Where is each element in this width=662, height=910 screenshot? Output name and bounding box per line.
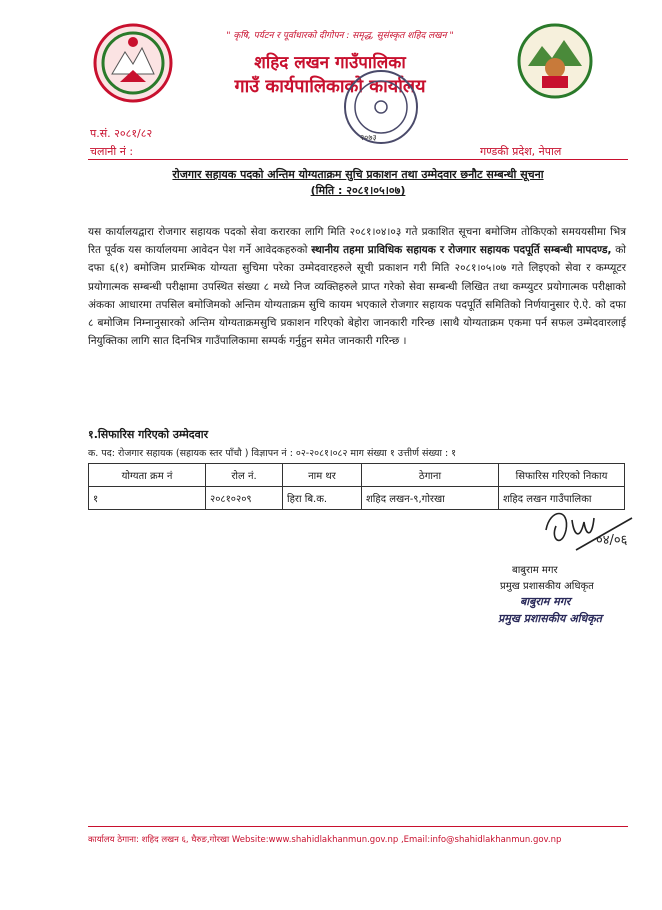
slogan: " कृषि, पर्यटन र पूर्वाधारको दीगोपन : समृद्ध, सुसंस्कृत शहिद लखन "	[226, 31, 454, 41]
table-header-row	[89, 464, 625, 487]
signatory-name: बाबुराम मगर	[512, 565, 558, 576]
header-divider	[88, 159, 628, 160]
header-address: ठेगाना	[362, 464, 499, 487]
stamp-date: २०७३	[360, 133, 377, 142]
cell-address: शहिद लखन-९,गोरखा	[362, 487, 499, 510]
notice-date: (मिति : २०८१।०५।०७)	[310, 184, 406, 197]
cell-recommended-body: शहिद लखन गाउँपालिका	[499, 487, 625, 510]
office-name: शहिद लखन गाउँपालिका	[254, 53, 406, 73]
notice-body	[88, 223, 626, 350]
handwritten-signature	[536, 500, 646, 560]
reference-number: प.सं. २०८१/८२	[90, 127, 153, 140]
header-name: नाम थर	[283, 464, 362, 487]
cell-rank: १	[89, 487, 206, 510]
footer-address: कार्यालय ठेगाना: शहिद लखन ६, घैरुङ,गोरखा Website:www.shahidlakhanmun.gov.np ,Email:info@shahidlakhanmun.gov.np	[88, 835, 562, 845]
body-part-1: यस कार्यालयद्वारा रोजगार सहायक पदको सेवा करारका लागि मिति २०८१।०४।०३ गते प्रकाशित सूचना बमोजिम तोकिएको समययसीमा भित्र रित पूर्वक यस कार्यालयमा आवेदन पेश गर्ने आवेदकहरुको	[88, 226, 626, 257]
header-roll: रोल नं.	[206, 464, 283, 487]
header-recommended-body: सिफारिस गरिएको निकाय	[499, 464, 625, 487]
cell-roll: २०८१०२०९	[206, 487, 283, 510]
name-stamp: बाबुराम मगर	[520, 595, 571, 608]
province: गण्डकी प्रदेश, नेपाल	[480, 145, 562, 158]
footer-divider	[88, 826, 628, 827]
section-title: १.सिफारिस गरिएको उम्मेदवार	[88, 428, 209, 441]
header-rank: योग्यता क्रम नं	[89, 464, 206, 487]
body-part-2: को दफा ६(१) बमोजिम प्रारम्भिक योग्यता सुचिमा परेका उम्मेदवारहरुले सूची प्रकाशन गरी मिति २०८१।०५।०७ गते लिइएको सेवा र कम्प्यूटर प्रयोगात्मक सम्बन्धी परीक्षामा उपस्थित संख्या ८ मध्ये निज व्यक्तिहरुले प्राप्त गरेको सेवा सम्बन्धी लिखित तथा कम्प्युटर प्रयोगात्मक परीक्षाको अंकका आधारमा तपसिल बमोजिमको अन्तिम योग्यताक्रम सुचि कायम भएकाले रोजगार सहायक पदपूर्ति समितिको निर्णयानुसार ऐ.ऐ. को दफा ८ बमोजिम निम्नानुसारको अन्तिम योग्यताक्रमसुचि प्रकाशन गरिएको बेहोरा जानकारी गरिन्छ ।साथै योग्यताक्रम एकमा पर्न सफल उम्मेदवारलाई नियुक्तिका लागि सात दिनभित्र गाउँपालिकामा सम्पर्क गर्नुहुन समेत जानकारी गरिन्छ ।	[88, 244, 626, 348]
notice-subject: रोजगार सहायक पदको अन्तिम योग्यताक्रम सुचि प्रकाशन तथा उम्मेदवार छनौट सम्बन्धी सूचना	[172, 168, 544, 181]
office-stamp-icon	[340, 66, 422, 148]
handwritten-date: ०४/०६	[596, 533, 628, 548]
title-stamp: प्रमुख प्रशासकीय अधिकृत	[498, 612, 602, 625]
municipality-logo-icon	[516, 22, 594, 100]
post-info: क. पद: रोजगार सहायक (सहायक स्तर पाँचौ ) विज्ञापन नं : ०२-२०८१।०८२ माग संख्या १ उत्तीर्ण संख्या : १	[88, 448, 457, 459]
dispatch-number: चलानी नं :	[90, 145, 134, 158]
signatory-title: प्रमुख प्रशासकीय अधिकृत	[500, 581, 594, 592]
body-bold: स्थानीय तहमा प्राविधिक सहायक र रोजगार सहायक पदपूर्ति सम्बन्धी मापदण्ड,	[311, 244, 612, 257]
office-type: गाउँ कार्यपालिकाको कार्यालय	[234, 76, 426, 97]
cell-name: हिरा बि.क.	[283, 487, 362, 510]
